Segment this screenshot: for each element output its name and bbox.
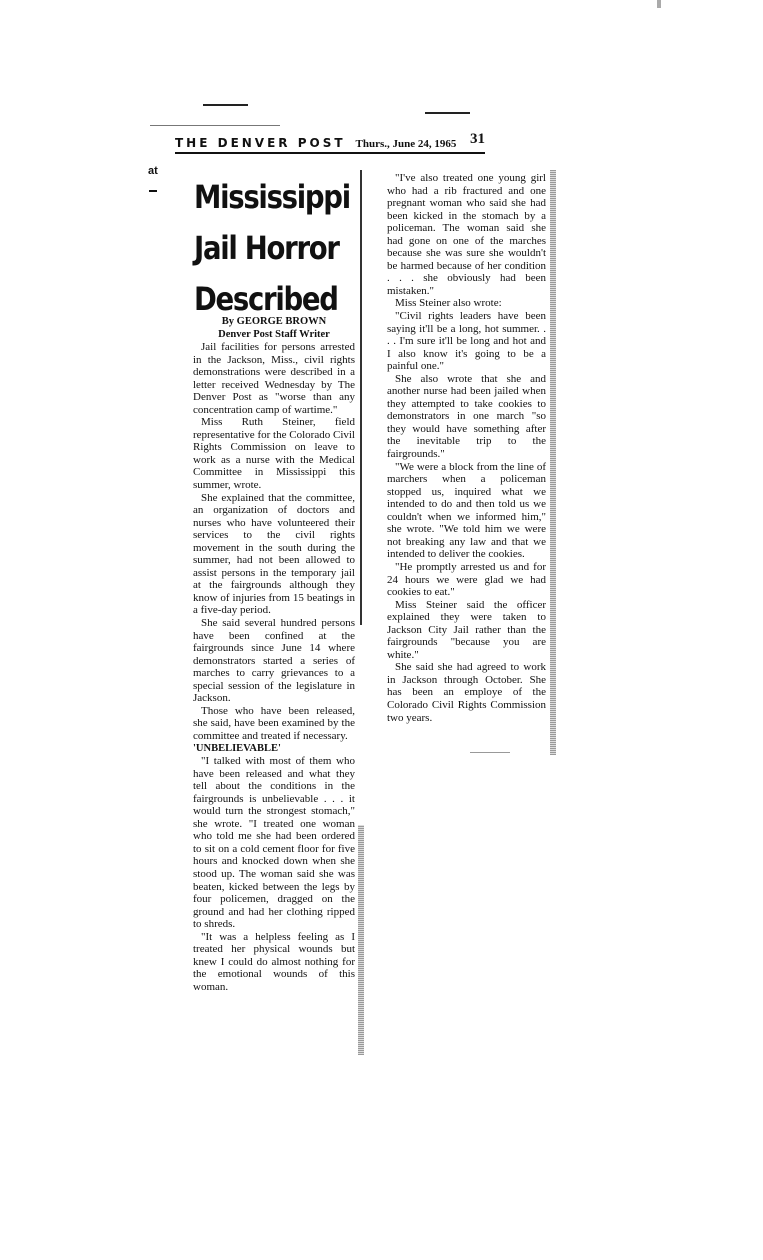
article-paragraph: She said she had agreed to work in Jackson through October. She has been an employe of the Colorado Civil Rights Commission two years.: [387, 661, 546, 724]
scan-mark: [150, 125, 280, 126]
article-paragraph: She explained that the committee, an organization of doctors and nurses who have volunteered their services to the civil rights movement in the south during the summer, had not been allowed to assist persons in the temporary jail at the fairgrounds although they know of injuries from 15 beatings in a five-day period.: [193, 491, 355, 617]
article-column-1: [193, 316, 355, 993]
staff-line: Denver Post Staff Writer: [218, 328, 330, 340]
column-rule: [360, 170, 362, 625]
headline: [194, 172, 350, 325]
page-number: 31: [470, 131, 485, 147]
article-paragraph: "I've also treated one young girl who had a rib fractured and one pregnant woman who said she had been kicked in the stomach by a policeman. The woman said she had gone on one of the marches because she was sure she wouldn't be harmed because of her condition . . . she obviously had been mistaken.": [387, 172, 546, 297]
byline: By GEORGE BROWN: [221, 316, 327, 327]
headline-line: Jail Horror: [194, 229, 339, 267]
article-column-2: [387, 172, 546, 724]
scan-mark: [425, 112, 470, 114]
article-paragraph: Miss Steiner also wrote:: [395, 297, 502, 310]
subhead: 'UNBELIEVABLE': [193, 742, 281, 754]
article-paragraph: Miss Ruth Steiner, field representative for the Colorado Civil Rights Commission on leave to work as a nurse with the Medical Committee in Mississippi this summer, wrote.: [193, 416, 355, 492]
article-paragraph: "It was a helpless feeling as I treated her physical wounds but knew I could do almost nothing for the emotional wounds of this woman.: [193, 930, 355, 993]
scan-mark: [203, 104, 248, 106]
article-paragraph: "He promptly arrested us and for 24 hours we were glad we had cookies to eat.": [387, 560, 546, 599]
headline-line: Described: [194, 280, 338, 318]
article-paragraph: She said several hundred persons have been confined at the fairgrounds since June 14 where demonstrators started a series of marches to carry grievances to a special session of the legislature in Jackson.: [193, 617, 355, 705]
issue-date: Thurs., June 24, 1965: [355, 138, 457, 150]
article-paragraph: She also wrote that she and another nurse had been jailed when they attempted to take cookies to demonstrators in one march "so they would have something after the inevitable trip to the fairgrounds.": [387, 372, 546, 461]
column-edge-shading: [358, 825, 364, 1055]
corner-mark: [657, 0, 661, 8]
margin-dash: [149, 190, 157, 192]
article-paragraph: "I talked with most of them who have been released and what they tell about the conditions in the fairgrounds is unbelievable . . . it would turn the strongest stomach," she wrote. "I treated one woman who told me she had been ordered to sit on a cold cement floor for five hours and knocked down when she stood up. The woman said she was beaten, kicked between the legs by four policemen, dragged on the ground and had her clothing ripped to shreds.: [193, 755, 355, 931]
article-paragraph: Miss Steiner said the officer explained they were taken to Jackson City Jail rather than the fairgrounds "because you are white.": [387, 598, 546, 661]
end-mark: [470, 752, 510, 753]
article-paragraph: "Civil rights leaders have been saying it'll be a long, hot summer. . . . I'm sure it'll be long and hot and I also know it's going to be a painful one.": [387, 310, 546, 373]
margin-note: at: [148, 165, 158, 177]
headline-line: Mississippi: [194, 178, 350, 216]
article-paragraph: Jail facilities for persons arrested in the Jackson, Miss., civil rights demonstrations were described in a letter received Wednesday by The Denver Post as "worse than any concentration camp of wartime.": [193, 341, 355, 416]
article-paragraph: Those who have been released, she said, have been examined by the committee and treated if necessary.: [193, 704, 355, 742]
article-paragraph: "We were a block from the line of marchers when a policeman stopped us, inquired what we intended to do and then told us we couldn't when we informed him," she wrote. "We told him we were not breaking any law and that we intended to deliver the cookies.: [387, 460, 546, 561]
newspaper-name: THE DENVER POST: [175, 136, 346, 150]
column-edge-shading: [550, 170, 556, 755]
masthead: [175, 131, 485, 154]
